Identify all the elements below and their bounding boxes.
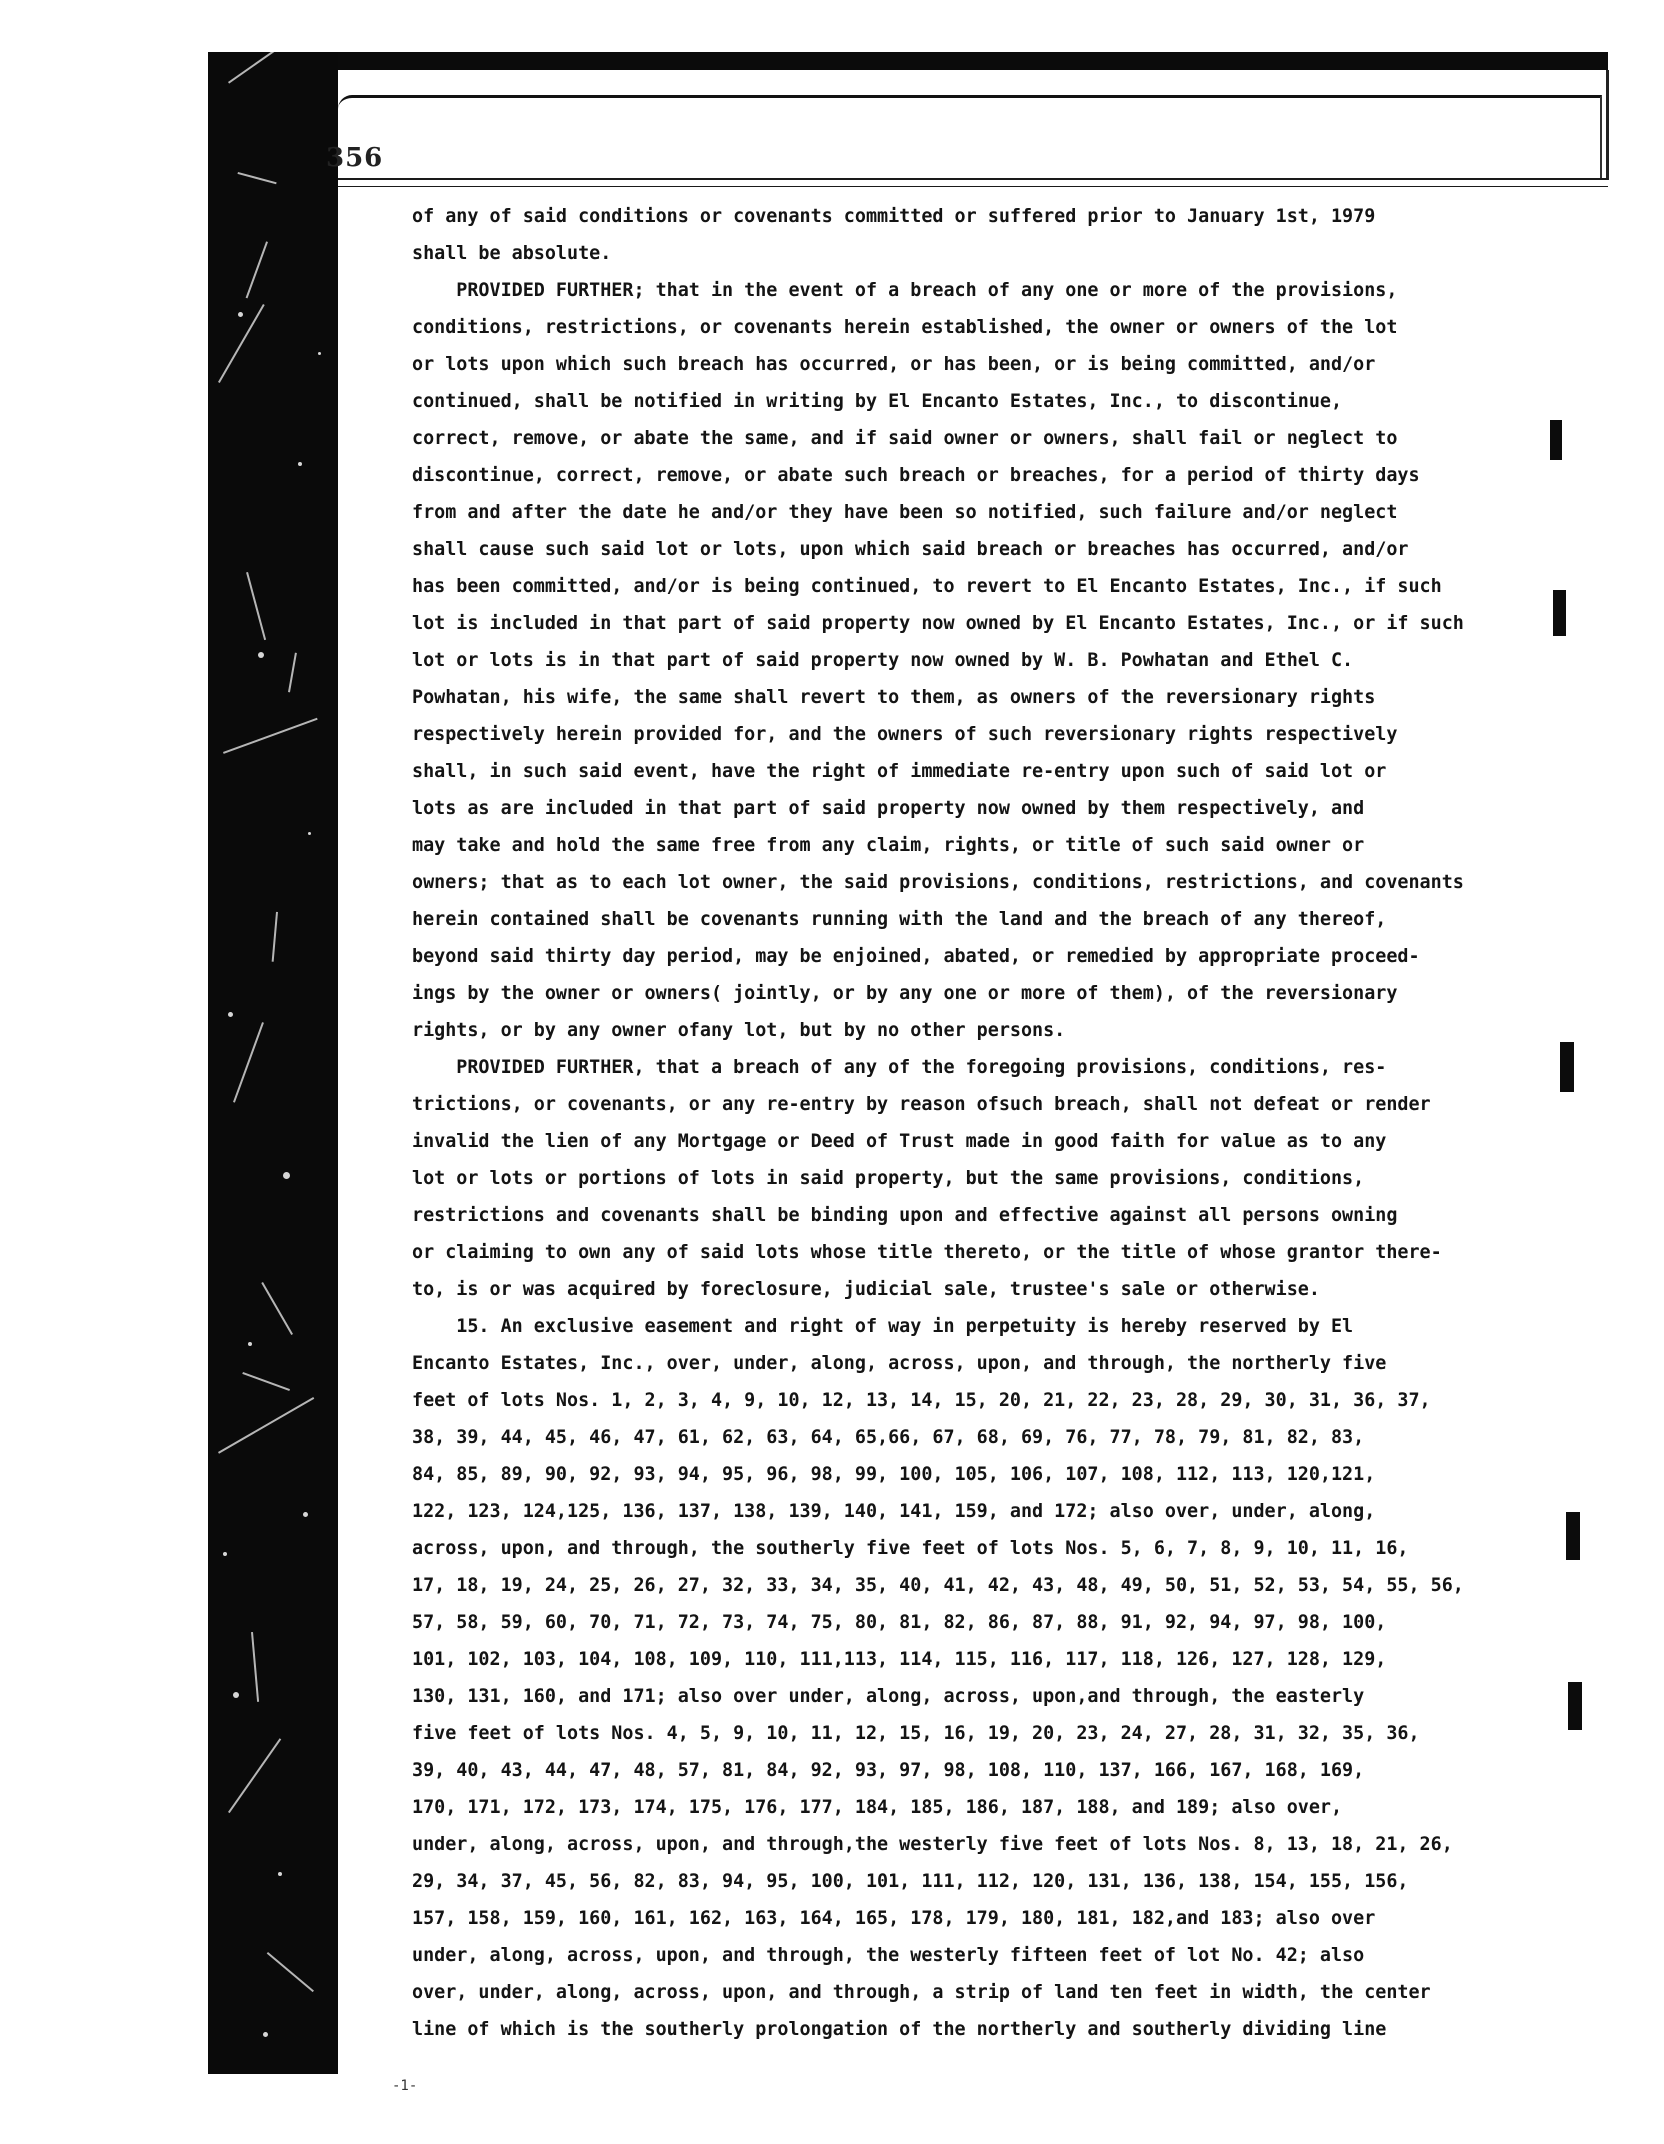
scan-scratch xyxy=(261,1282,293,1335)
scan-scratch xyxy=(246,572,266,640)
scan-scratch xyxy=(228,52,295,84)
text-line: restrictions and covenants shall be binding upon and effective against all persons owning xyxy=(412,1205,1398,1226)
scan-speck xyxy=(303,1512,308,1517)
text-line: has been committed, and/or is being continued, to revert to El Encanto Estates, Inc., if such xyxy=(412,576,1442,597)
scan-scratch xyxy=(237,172,276,184)
footer-mark: -1- xyxy=(392,2078,418,2094)
text-line: herein contained shall be covenants running with the land and the breach of any thereof, xyxy=(412,909,1387,930)
text-line: lot or lots is in that part of said property now owned by W. B. Powhatan and Ethel C. xyxy=(412,650,1354,671)
scan-speck xyxy=(223,1552,227,1556)
margin-mark xyxy=(1568,1682,1582,1730)
text-line: owners; that as to each lot owner, the said provisions, conditions, restrictions, and covenants xyxy=(412,872,1464,893)
text-line: 122, 123, 124,125, 136, 137, 138, 139, 140, 141, 159, and 172; also over, under, along, xyxy=(412,1501,1376,1522)
text-line: Powhatan, his wife, the same shall revert to them, as owners of the reversionary rights xyxy=(412,687,1376,708)
page-number: 356 xyxy=(326,143,384,173)
scan-scratch xyxy=(246,241,268,298)
margin-mark xyxy=(1553,590,1566,636)
text-line: or claiming to own any of said lots whose title thereto, or the title of whose grantor there- xyxy=(412,1242,1442,1263)
text-line: 130, 131, 160, and 171; also over under, along, across, upon,and through, the easterly xyxy=(412,1686,1365,1707)
text-line: 57, 58, 59, 60, 70, 71, 72, 73, 74, 75, 80, 81, 82, 86, 87, 88, 91, 92, 94, 97, 98, 100, xyxy=(412,1612,1387,1633)
scan-scratch xyxy=(233,1022,264,1103)
margin-mark xyxy=(1550,420,1562,460)
scan-scratch xyxy=(288,653,297,693)
scan-scratch xyxy=(242,1372,290,1391)
scan-scratch xyxy=(251,1632,259,1702)
text-line: ings by the owner or owners( jointly, or by any one or more of them), of the reversionary xyxy=(412,983,1398,1004)
text-line: five feet of lots Nos. 4, 5, 9, 10, 11, 12, 15, 16, 19, 20, 23, 24, 27, 28, 31, 32, 35, 36, xyxy=(412,1723,1420,1744)
text-line: correct, remove, or abate the same, and if said owner or owners, shall fail or neglect to xyxy=(412,428,1398,449)
scan-scratch xyxy=(223,718,318,754)
text-line: 17, 18, 19, 24, 25, 26, 27, 32, 33, 34, 35, 40, 41, 42, 43, 48, 49, 50, 51, 52, 53, 54, 55, 56, xyxy=(412,1575,1464,1596)
text-line: lot is included in that part of said property now owned by El Encanto Estates, Inc., or if such xyxy=(412,613,1464,634)
scan-right-edge-mark xyxy=(1606,70,1609,180)
scan-scratch xyxy=(272,912,278,962)
text-line: 39, 40, 43, 44, 47, 48, 57, 81, 84, 92, 93, 97, 98, 108, 110, 137, 166, 167, 168, 169, xyxy=(412,1760,1365,1781)
text-line: lots as are included in that part of said property now owned by them respectively, and xyxy=(412,798,1365,819)
scan-speck xyxy=(298,462,302,466)
text-line: from and after the date he and/or they have been so notified, such failure and/or neglect xyxy=(412,502,1398,523)
text-line: 38, 39, 44, 45, 46, 47, 61, 62, 63, 64, 65,66, 67, 68, 69, 76, 77, 78, 79, 81, 82, 83, xyxy=(412,1427,1365,1448)
text-line: rights, or by any owner ofany lot, but by no other persons. xyxy=(412,1020,1066,1041)
text-line: 170, 171, 172, 173, 174, 175, 176, 177, 184, 185, 186, 187, 188, and 189; also over, xyxy=(412,1797,1343,1818)
scan-speck xyxy=(228,1012,233,1017)
text-line: under, along, across, upon, and through,the westerly five feet of lots Nos. 8, 13, 18, 21, 26, xyxy=(412,1834,1453,1855)
scan-left-binding-band xyxy=(208,52,338,2074)
scan-speck xyxy=(238,312,243,317)
text-line: trictions, or covenants, or any re-entry by reason ofsuch breach, shall not defeat or render xyxy=(412,1094,1431,1115)
text-line: 157, 158, 159, 160, 161, 162, 163, 164, 165, 178, 179, 180, 181, 182,and 183; also over xyxy=(412,1908,1376,1929)
text-line: lot or lots or portions of lots in said property, but the same provisions, conditions, xyxy=(412,1168,1365,1189)
text-line: PROVIDED FURTHER; that in the event of a breach of any one or more of the provisions, xyxy=(412,280,1398,301)
text-line: invalid the lien of any Mortgage or Deed of Trust made in good faith for value as to any xyxy=(412,1131,1387,1152)
text-line: Encanto Estates, Inc., over, under, along, across, upon, and through, the northerly five xyxy=(412,1353,1387,1374)
text-line: conditions, restrictions, or covenants herein established, the owner or owners of the lot xyxy=(412,317,1398,338)
scan-speck xyxy=(318,352,321,355)
text-line: across, upon, and through, the southerly five feet of lots Nos. 5, 6, 7, 8, 9, 10, 11, 16, xyxy=(412,1538,1409,1559)
header-rule-lower xyxy=(338,186,1608,187)
text-line: beyond said thirty day period, may be enjoined, abated, or remedied by appropriate proceed- xyxy=(412,946,1420,967)
text-line: 84, 85, 89, 90, 92, 93, 94, 95, 96, 98, 99, 100, 105, 106, 107, 108, 112, 113, 120,121, xyxy=(412,1464,1376,1485)
text-line: line of which is the southerly prolongation of the northerly and southerly dividing line xyxy=(412,2019,1387,2040)
text-line: PROVIDED FURTHER, that a breach of any of the foregoing provisions, conditions, res- xyxy=(412,1057,1387,1078)
text-line: feet of lots Nos. 1, 2, 3, 4, 9, 10, 12, 13, 14, 15, 20, 21, 22, 23, 28, 29, 30, 31, 36, 37, xyxy=(412,1390,1431,1411)
page-header-frame xyxy=(338,95,1602,180)
scan-scratch xyxy=(267,1952,314,1992)
document-body xyxy=(412,198,1497,2048)
scan-speck xyxy=(283,1172,290,1179)
scan-speck xyxy=(258,652,264,658)
text-line: shall, in such said event, have the right of immediate re-entry upon such of said lot or xyxy=(412,761,1387,782)
text-line: over, under, along, across, upon, and through, a strip of land ten feet in width, the center xyxy=(412,1982,1431,2003)
text-line: 101, 102, 103, 104, 108, 109, 110, 111,113, 114, 115, 116, 117, 118, 126, 127, 128, 129, xyxy=(412,1649,1387,1670)
text-line: 15. An exclusive easement and right of way in perpetuity is hereby reserved by El xyxy=(412,1316,1354,1337)
scan-speck xyxy=(248,1342,252,1346)
scan-speck xyxy=(308,832,311,835)
text-line: continued, shall be notified in writing by El Encanto Estates, Inc., to discontinue, xyxy=(412,391,1343,412)
text-line: 29, 34, 37, 45, 56, 82, 83, 94, 95, 100, 101, 111, 112, 120, 131, 136, 138, 154, 155, 156, xyxy=(412,1871,1409,1892)
text-line: under, along, across, upon, and through, the westerly fifteen feet of lot No. 42; also xyxy=(412,1945,1365,1966)
text-line: to, is or was acquired by foreclosure, judicial sale, trustee's sale or otherwise. xyxy=(412,1279,1320,1300)
margin-mark xyxy=(1566,1512,1580,1560)
header-rule-upper xyxy=(338,178,1608,180)
text-line: discontinue, correct, remove, or abate such breach or breaches, for a period of thirty days xyxy=(412,465,1420,486)
scan-speck xyxy=(278,1872,282,1876)
text-line: may take and hold the same free from any claim, rights, or title of such said owner or xyxy=(412,835,1365,856)
scan-speck xyxy=(233,1692,239,1698)
scan-speck xyxy=(263,2032,268,2037)
text-line: respectively herein provided for, and the owners of such reversionary rights respectively xyxy=(412,724,1398,745)
text-line: shall be absolute. xyxy=(412,243,612,264)
text-line: shall cause such said lot or lots, upon which said breach or breaches has occurred, and/or xyxy=(412,539,1409,560)
text-line: of any of said conditions or covenants committed or suffered prior to January 1st, 1979 xyxy=(412,206,1376,227)
scan-scratch xyxy=(228,1738,281,1813)
scan-scratch xyxy=(218,1397,314,1454)
margin-mark xyxy=(1560,1042,1574,1092)
scan-top-border xyxy=(208,52,1608,70)
text-line: or lots upon which such breach has occurred, or has been, or is being committed, and/or xyxy=(412,354,1376,375)
